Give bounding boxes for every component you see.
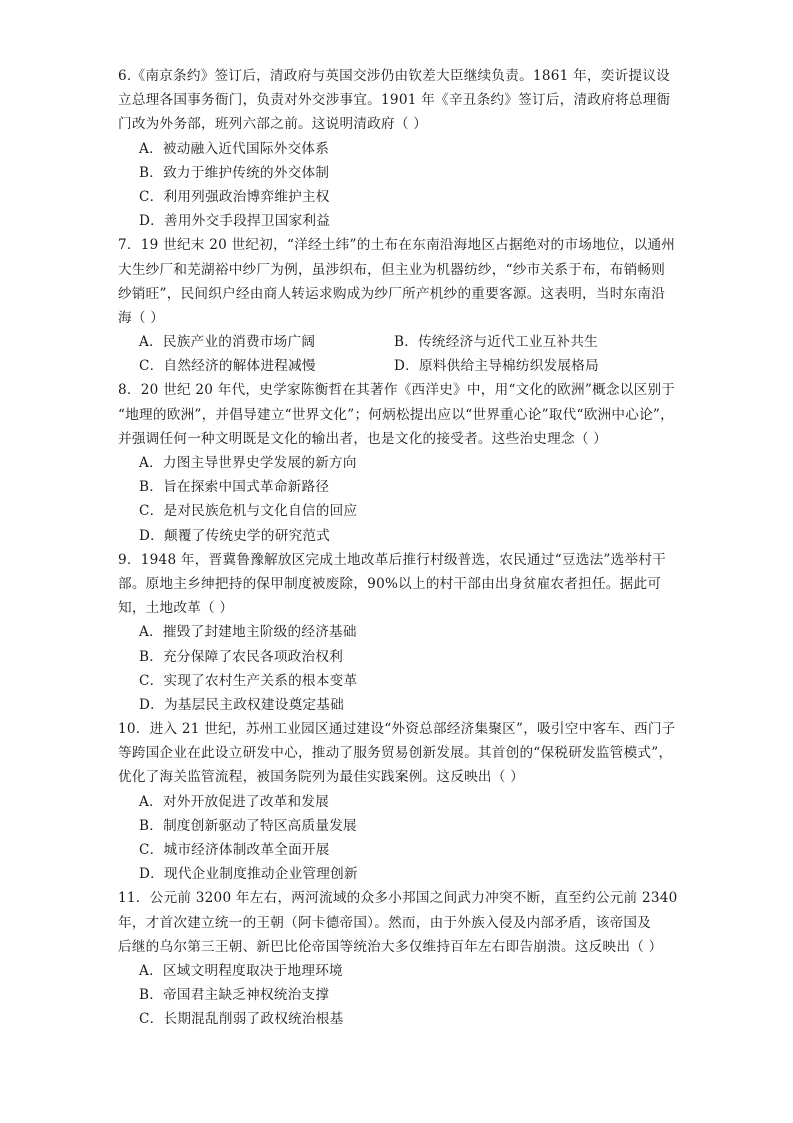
question-list xyxy=(118,64,684,1032)
question-stem-line: 年，才首次建立统一的王朝（阿卡德帝国）。然而，由于外族入侵及内部矛盾，该帝国及 xyxy=(118,914,652,931)
question-stem-line: 8．20 世纪 20 年代，史学家陈衡哲在其著作《西洋史》中，用“文化的欧洲”概念以区别于 xyxy=(118,382,676,399)
option-d: D．现代企业制度推动企业管理创新 xyxy=(139,866,358,883)
option-b: B．传统经济与近代工业互补共生 xyxy=(394,334,599,351)
question-11 xyxy=(118,886,684,1031)
question-stem-line: 优化了海关监管流程，被国务院列为最佳实践案例。这反映出（ ） xyxy=(118,769,525,786)
option-c: C．长期混乱削弱了政权统治根基 xyxy=(139,1011,344,1028)
question-stem-line: 纱销旺”，民间织户经由商人转运求购成为纱厂所产机纱的重要客源。这表明，当时东南沿 xyxy=(118,285,666,302)
question-stem-line: 10．进入 21 世纪，苏州工业园区通过建设“外资总部经济集聚区”，吸引空中客车、西门子 xyxy=(118,721,676,738)
option-a: A．民族产业的消费市场广阔 xyxy=(139,334,316,351)
question-stem-line: 6.《南京条约》签订后，清政府与英国交涉仍由钦差大臣继续负责。1861 年，奕䜣提议设 xyxy=(118,68,671,84)
option-row xyxy=(118,354,684,378)
option-c: C．实现了农村生产关系的根本变革 xyxy=(139,672,358,689)
option-c: C．是对民族危机与文化自信的回应 xyxy=(139,503,358,520)
option-b: B．充分保障了农民各项政治权利 xyxy=(139,648,344,665)
option-b: B．致力于维护传统的外交体制 xyxy=(139,164,330,181)
question-stem-line: 知，土地改革（ ） xyxy=(118,600,234,617)
question-10 xyxy=(118,717,684,886)
option-a: A．摧毁了封建地主阶级的经济基础 xyxy=(139,624,357,641)
question-stem-line: 大生纱厂和芜湖裕中纱厂为例，虽涉织布，但主业为机器纺纱，“纱市关系于布，布销畅则 xyxy=(118,261,666,278)
question-stem-line: 后继的乌尔第三王朝、新巴比伦帝国等统治大多仅维持百年左右即告崩溃。这反映出（ ） xyxy=(118,938,663,955)
option-row xyxy=(118,330,684,354)
option-a: A．被动融入近代国际外交体系 xyxy=(139,140,330,157)
question-stem-line: 海（ ） xyxy=(118,309,165,326)
question-stem-line: 7．19 世纪末 20 世纪初，“洋经土纬”的土布在东南沿海地区占据绝对的市场地位，以通州 xyxy=(118,237,676,254)
option-c: C．利用列强政治博弈维护主权 xyxy=(139,188,330,205)
option-b: B．制度创新驱动了特区高质量发展 xyxy=(139,817,357,834)
question-stem-line: 等跨国企业在此设立研发中心，推动了服务贸易创新发展。其首创的“保税研发监管模式”， xyxy=(118,745,673,762)
option-a: A．区域文明程度取决于地理环境 xyxy=(139,962,343,979)
option-c: C．城市经济体制改革全面开展 xyxy=(139,842,330,858)
question-6 xyxy=(118,64,684,233)
option-d: D．颠覆了传统史学的研究范式 xyxy=(139,527,331,544)
question-stem-line: 立总理各国事务衙门，负责对外交涉事宜。1901 年《辛丑条约》签订后，清政府将总理衙 xyxy=(118,92,671,109)
option-c: C．自然经济的解体进程减慢 xyxy=(139,358,316,375)
option-d: D．原料供给主导棉纺织发展格局 xyxy=(394,358,599,375)
question-stem-line: 11．公元前 3200 年左右，两河流域的众多小邦国之间武力冲突不断，直至约公元前 2340 xyxy=(118,890,678,907)
option-b: B．旨在探索中国式革命新路径 xyxy=(139,479,330,496)
question-7 xyxy=(118,233,684,378)
option-a: A．力图主导世界史学发展的新方向 xyxy=(139,455,357,471)
question-8 xyxy=(118,378,684,547)
option-d: D．善用外交手段捍卫国家利益 xyxy=(139,213,331,230)
question-stem-line: “地理的欧洲”，并倡导建立“世界文化”；何炳松提出应以“世界重心论”取代“欧洲中心论”， xyxy=(118,406,674,423)
question-9 xyxy=(118,548,684,717)
question-stem-line: 部。原地主乡绅把持的保甲制度被废除，90%以上的村干部由出身贫雇农者担任。据此可 xyxy=(118,575,662,592)
option-d: D．为基层民主政权建设奠定基础 xyxy=(139,696,344,713)
question-stem-line: 9．1948 年，晋冀鲁豫解放区完成土地改革后推行村级普选，农民通过“豆选法”选举村干 xyxy=(118,551,666,568)
option-b: B．帝国君主缺乏神权统治支撑 xyxy=(139,987,330,1004)
question-stem-line: 门改为外务部，班列六部之前。这说明清政府（ ） xyxy=(118,116,428,133)
question-stem-line: 并强调任何一种文明既是文化的输出者，也是文化的接受者。这些治史理念（ ） xyxy=(118,430,608,447)
option-a: A．对外开放促进了改革和发展 xyxy=(139,793,330,810)
